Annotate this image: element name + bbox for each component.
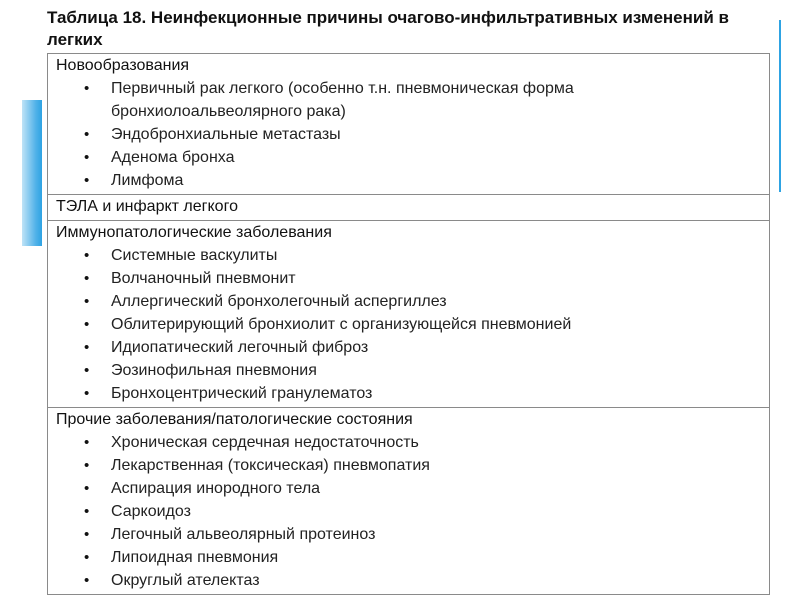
list-item: • Эозинофильная пневмония (48, 359, 769, 382)
section-item-list (48, 431, 769, 592)
list-item: • Аденома бронха (48, 146, 769, 169)
list-item: • Саркоидоз (48, 500, 769, 523)
list-item: • Легочный альвеолярный протеиноз (48, 523, 769, 546)
table-section (48, 54, 769, 194)
list-item: • Системные васкулиты (48, 244, 769, 267)
table-section (48, 407, 769, 594)
list-item: • Идиопатический легочный фиброз (48, 336, 769, 359)
list-item: • Хроническая сердечная недостаточность (48, 431, 769, 454)
list-item: • Аспирация инородного тела (48, 477, 769, 500)
list-item: • Волчаночный пневмонит (48, 267, 769, 290)
section-item-list (48, 244, 769, 405)
table-section (48, 194, 769, 220)
list-item: • Эндобронхиальные метастазы (48, 123, 769, 146)
section-title: ТЭЛА и инфаркт легкого (56, 198, 238, 215)
list-item: • Округлый ателектаз (48, 569, 769, 592)
decorative-side-line (779, 20, 781, 192)
section-title: Новообразования (56, 57, 190, 74)
decorative-accent-bar (22, 100, 42, 246)
section-title: Иммунопатологические заболевания (56, 224, 332, 241)
table-section (48, 220, 769, 407)
list-item: • Первичный рак легкого (особенно т.н. пневмоническая форма бронхиолоальвеолярного рака) (48, 77, 769, 123)
list-item: • Аллергический бронхолегочный аспергиллез (48, 290, 769, 313)
causes-table (47, 53, 770, 595)
table-title: Таблица 18. Неинфекционные причины очагово-инфильтративных изменений в легких (47, 8, 729, 49)
section-title: Прочие заболевания/патологические состояния (56, 411, 413, 428)
list-item: • Облитерирующий бронхиолит с организующейся пневмонией (48, 313, 769, 336)
list-item: • Липоидная пневмония (48, 546, 769, 569)
list-item: • Бронхоцентрический гранулематоз (48, 382, 769, 405)
list-item: • Лекарственная (токсическая) пневмопатия (48, 454, 769, 477)
section-item-list (48, 77, 769, 192)
list-item: • Лимфома (48, 169, 769, 192)
